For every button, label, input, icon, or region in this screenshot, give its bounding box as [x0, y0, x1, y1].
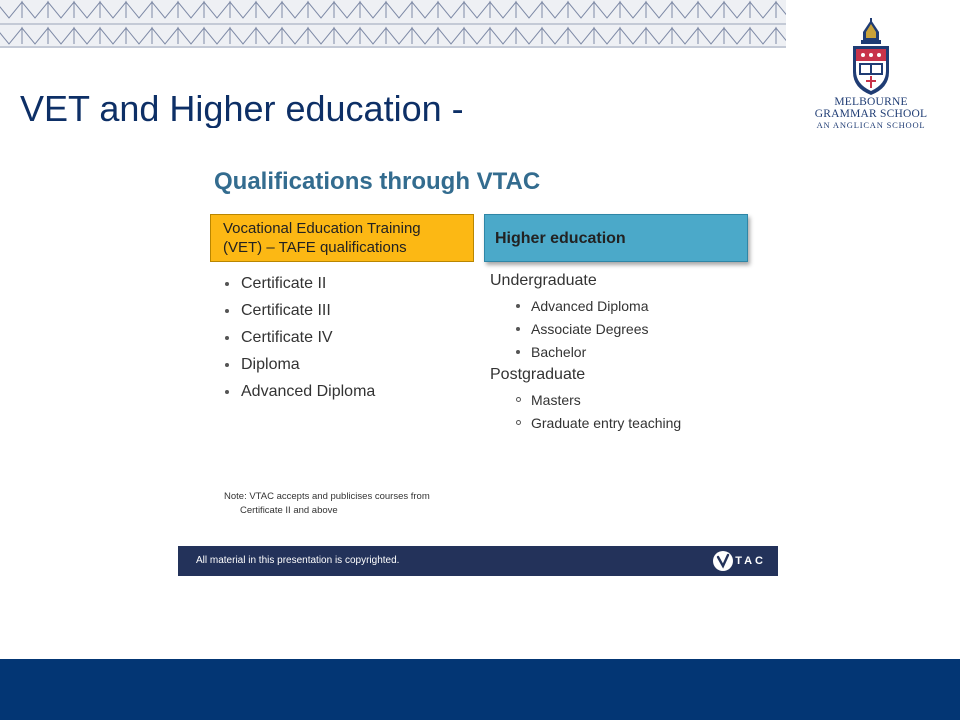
undergraduate-heading: Undergraduate: [490, 272, 597, 289]
school-crest-icon: [849, 18, 893, 96]
list-item: Diploma: [224, 351, 375, 378]
note-line2: Certificate II and above: [240, 505, 338, 516]
pattern-graphic: [0, 0, 786, 48]
vtac-logo-text: TAC: [735, 555, 766, 567]
vtac-logo-icon: [713, 551, 733, 571]
school-logo: [812, 18, 930, 142]
list-item: Certificate IV: [224, 324, 375, 351]
list-item: Advanced Diploma: [224, 378, 375, 405]
list-item: Masters: [516, 389, 681, 412]
higher-education-heading-box: [484, 214, 748, 262]
logo-text-line3: AN ANGLICAN SCHOOL: [816, 120, 926, 130]
vet-heading-box: [210, 214, 474, 262]
copyright-notice: All material in this presentation is copyrighted.: [196, 555, 400, 566]
higher-education-label: Higher education: [495, 230, 626, 247]
vtac-logo: [713, 551, 766, 571]
vet-qualification-list: [224, 270, 375, 405]
logo-text-line1: MELBOURNE: [834, 96, 908, 108]
embedded-slide-title: Qualifications through VTAC: [214, 168, 541, 195]
list-item: Graduate entry teaching: [516, 412, 681, 435]
postgraduate-heading: Postgraduate: [490, 366, 586, 383]
vet-heading-line2: (VET) – TAFE qualifications: [223, 239, 407, 256]
page-title: VET and Higher education -: [20, 88, 464, 128]
note-line1: Note: VTAC accepts and publicises courses from: [224, 491, 430, 502]
embedded-slide-footer: [178, 546, 778, 576]
undergraduate-list: [516, 295, 649, 364]
list-item: Certificate III: [224, 297, 375, 324]
list-item: Associate Degrees: [516, 318, 649, 341]
footer-band: [0, 659, 960, 720]
postgraduate-list: [516, 389, 681, 435]
vet-heading-line1: Vocational Education Training: [223, 220, 421, 237]
header-pattern-band: [0, 0, 786, 48]
list-item: Bachelor: [516, 341, 649, 364]
list-item: Advanced Diploma: [516, 295, 649, 318]
logo-text-line2: GRAMMAR SCHOOL: [814, 108, 928, 120]
vtac-note: [224, 490, 430, 518]
list-item: Certificate II: [224, 270, 375, 297]
embedded-slide-image: [178, 160, 778, 576]
